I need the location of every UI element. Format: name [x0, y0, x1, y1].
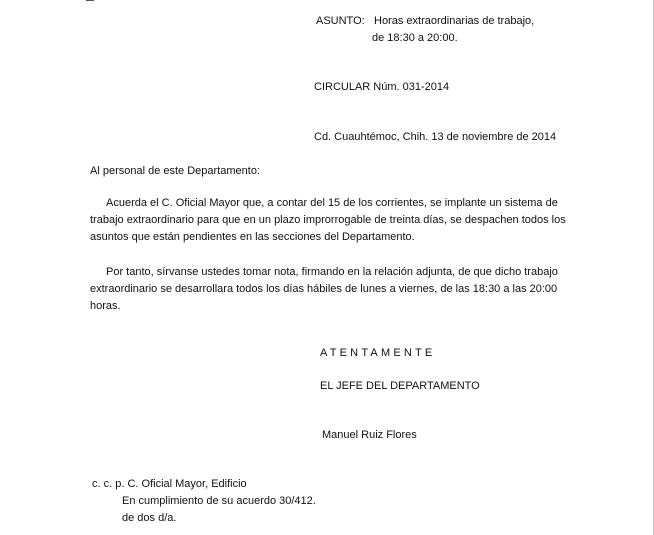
asunto-line-1: Horas extraordinarias de trabajo,	[374, 15, 535, 27]
paragraph-1-line-3: asuntos que están pendientes en las secciones del Departamento.	[90, 231, 415, 243]
signer-name: Manuel Ruiz Flores	[322, 429, 417, 441]
circular-number: CIRCULAR Núm. 031-2014	[314, 81, 450, 93]
salutation: Al personal de este Departamento:	[90, 165, 260, 177]
place-date: Cd. Cuauhtémoc, Chih. 13 de noviembre de 2014	[314, 131, 557, 143]
paragraph-1-line-1: Acuerda el C. Oficial Mayor que, a contar del 15 de los corrientes, se implante un sistema de	[106, 197, 558, 209]
paragraph-2-line-1: Por tanto, sírvanse ustedes tomar nota, firmando en la relación adjunta, de que dicho trabajo	[106, 266, 558, 278]
paragraph-1-line-2: trabajo extraordinario para que en un plazo improrrogable de treinta días, se despachen todos los	[90, 214, 566, 226]
asunto-label: ASUNTO:	[316, 15, 365, 27]
closing-atentamente: ATENTAMENTE	[320, 347, 436, 359]
signer-title: EL JEFE DEL DEPARTAMENTO	[320, 380, 480, 392]
ccp-line-1: c. c. p. C. Oficial Mayor, Edificio	[92, 478, 247, 490]
ccp-line-3: de dos d/a.	[122, 512, 177, 524]
ccp-line-2: En cumplimiento de su acuerdo 30/412.	[122, 495, 316, 507]
asunto-line-2: de 18:30 a 20:00.	[372, 32, 458, 44]
page-corner-mark	[86, 0, 94, 1]
paragraph-2-line-3: horas.	[90, 300, 121, 312]
paragraph-2-line-2: extraordinario se desarrollara todos los días hábiles de lunes a viernes, de las 18:30 a las 20:00	[90, 283, 558, 295]
